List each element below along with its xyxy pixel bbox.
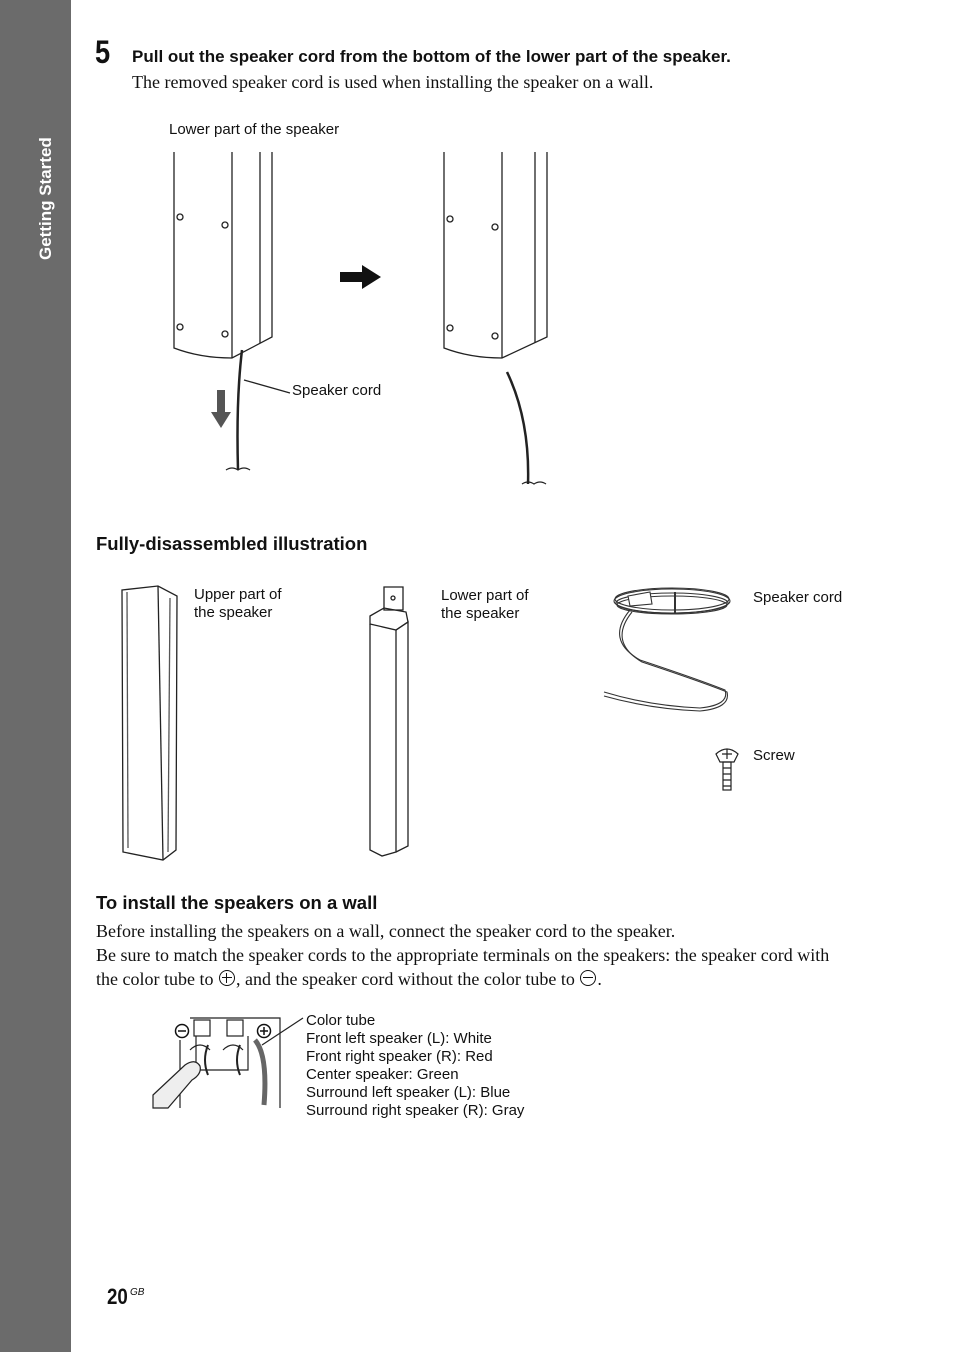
page-suffix: GB bbox=[130, 1287, 145, 1298]
minus-terminal-icon bbox=[176, 1025, 189, 1038]
color-tube-item: Surround right speaker (R): Gray bbox=[306, 1102, 525, 1119]
color-tube-item: Center speaker: Green bbox=[306, 1066, 459, 1083]
minus-symbol-icon bbox=[580, 970, 596, 986]
arrow-right-icon bbox=[340, 265, 381, 289]
screw-illustration bbox=[716, 749, 738, 790]
color-tube-legend bbox=[306, 1012, 524, 1120]
figure1-speaker-cord-label: Speaker cord bbox=[292, 382, 382, 399]
color-tube-item: Front right speaker (R): Red bbox=[306, 1048, 493, 1065]
screw-label: Screw bbox=[753, 747, 795, 764]
upper-part-speaker-illustration bbox=[122, 586, 177, 860]
lower-part-speaker-illustration bbox=[370, 587, 408, 856]
step-body: The removed speaker cord is used when installing the speaker on a wall. bbox=[132, 72, 654, 92]
sidebar-label: Getting Started bbox=[36, 137, 55, 260]
speaker-cord-coil-illustration bbox=[604, 588, 730, 711]
color-tube-title: Color tube bbox=[306, 1012, 376, 1029]
upper-part-label: Upper part of the speaker bbox=[194, 586, 282, 621]
step-title: Pull out the speaker cord from the bottom of the lower part of the speaker. bbox=[132, 47, 731, 66]
plus-terminal-icon bbox=[258, 1025, 271, 1038]
lower-part-label: Lower part of the speaker bbox=[441, 587, 529, 622]
speaker-lower-part-illustration-before bbox=[174, 152, 290, 470]
plus-symbol-icon bbox=[219, 970, 235, 986]
section-heading-wall-install: To install the speakers on a wall bbox=[96, 892, 378, 913]
color-tube-item: Front left speaker (L): White bbox=[306, 1030, 492, 1047]
section-heading-disassembled: Fully-disassembled illustration bbox=[96, 533, 368, 554]
color-tube-item: Surround left speaker (L): Blue bbox=[306, 1084, 511, 1101]
speaker-lower-part-illustration-after bbox=[444, 152, 547, 484]
page-number: 20 bbox=[107, 1284, 128, 1309]
figure1-lower-part-label: Lower part of the speaker bbox=[169, 121, 340, 138]
step-number: 5 bbox=[95, 34, 111, 70]
arrow-down-icon bbox=[211, 390, 231, 428]
speaker-cord-label: Speaker cord bbox=[753, 589, 843, 606]
wall-install-paragraph: Before installing the speakers on a wall, connect the speaker cord to the speaker. Be sure to match the speaker cords to the appropriate terminals on the speakers: the speaker cord with the color tube to , and the speaker cord without the color tube to . bbox=[96, 921, 830, 989]
